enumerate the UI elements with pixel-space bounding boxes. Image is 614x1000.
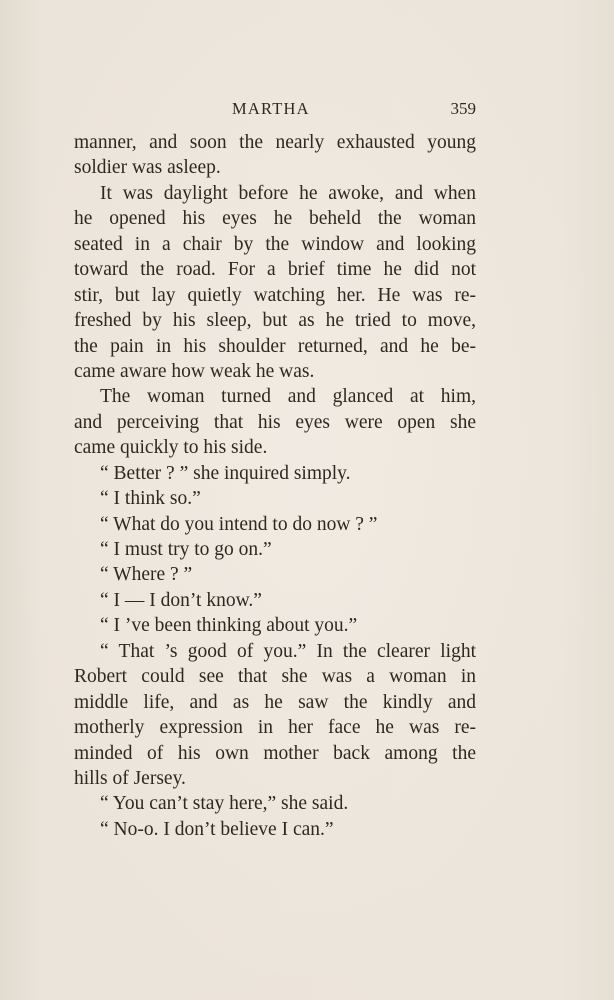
text-line: he opened his eyes he beheld the woman xyxy=(74,208,476,230)
text-line: manner, and soon the nearly exhausted young xyxy=(74,132,476,153)
text-line: “ You can’t stay here,” she said. xyxy=(100,793,349,815)
text-line: “ Better ? ” she inquired simply. xyxy=(100,462,351,484)
text-line: “ That ’s good of you.” In the clearer light xyxy=(100,640,476,662)
text-line: came aware how weak he was. xyxy=(74,360,315,382)
text-line: soldier was asleep. xyxy=(74,157,221,179)
text-line: “ Where ? ” xyxy=(100,564,193,586)
body-text xyxy=(74,130,476,842)
text-line: “ I ’ve been thinking about you.” xyxy=(100,615,358,637)
page-header xyxy=(74,99,476,125)
text-line: motherly expression in her face he was re- xyxy=(74,717,476,739)
text-line: toward the road. For a brief time he did not xyxy=(74,259,476,281)
text-line: freshed by his sleep, but as he tried to move, xyxy=(74,310,476,332)
running-head: MARTHA xyxy=(232,99,310,118)
text-line: “ I — I don’t know.” xyxy=(100,589,262,611)
text-line: came quickly to his side. xyxy=(74,437,268,459)
text-line: “ I think so.” xyxy=(100,488,201,510)
text-line: the pain in his shoulder returned, and he be- xyxy=(74,335,476,357)
text-line: middle life, and as he saw the kindly and xyxy=(74,691,476,713)
text-line: “ What do you intend to do now ? ” xyxy=(100,513,378,535)
text-line: It was daylight before he awoke, and when xyxy=(100,182,476,204)
text-line: “ I must try to go on.” xyxy=(100,539,272,560)
text-line: seated in a chair by the window and looking xyxy=(74,233,476,255)
text-line: hills of Jersey. xyxy=(74,767,186,789)
text-line: minded of his own mother back among the xyxy=(74,742,476,764)
text-line: Robert could see that she was a woman in xyxy=(74,666,476,688)
text-line: and perceiving that his eyes were open she xyxy=(74,411,476,433)
text-line: The woman turned and glanced at him, xyxy=(100,386,476,408)
text-line: “ No-o. I don’t believe I can.” xyxy=(100,818,334,840)
text-line: stir, but lay quietly watching her. He was re- xyxy=(74,284,476,306)
page-number: 359 xyxy=(450,99,476,118)
